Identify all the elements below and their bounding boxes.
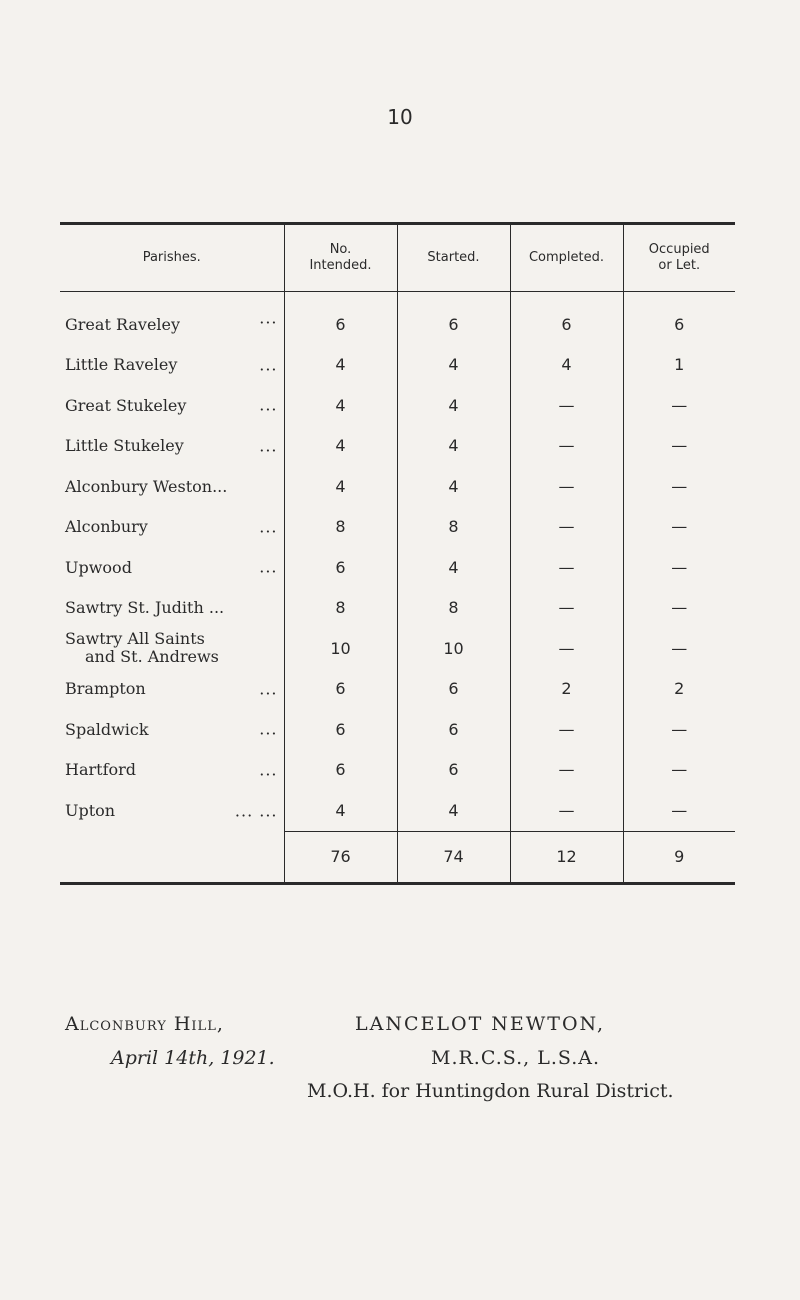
totals-label-cell: [60, 831, 284, 883]
table-row: [60, 628, 735, 669]
occupied-cell: —: [623, 507, 735, 548]
table-row: [60, 790, 735, 831]
intended-cell: 8: [284, 507, 397, 548]
table-row: [60, 709, 735, 750]
occupied-cell: 1: [623, 345, 735, 386]
occupied-cell: —: [623, 426, 735, 467]
intended-cell: 10: [284, 628, 397, 669]
table-row: [60, 292, 735, 345]
table-row: [60, 466, 735, 507]
completed-cell: —: [510, 466, 623, 507]
parish-cell: Great Raveley ...: [65, 308, 278, 334]
table-row: [60, 426, 735, 467]
completed-cell: —: [510, 750, 623, 791]
total-intended: 76: [284, 831, 397, 883]
table-row: [60, 669, 735, 710]
occupied-cell: —: [623, 588, 735, 629]
intended-cell: 4: [284, 426, 397, 467]
completed-cell: —: [510, 790, 623, 831]
signatory-title: M.O.H. for Huntingdon Rural District.: [307, 1080, 674, 1102]
started-cell: 6: [397, 750, 510, 791]
occupied-cell: 2: [623, 669, 735, 710]
occupied-cell: —: [623, 750, 735, 791]
table-row: [60, 588, 735, 629]
intended-cell: 8: [284, 588, 397, 629]
parish-cell: Brampton ...: [65, 679, 278, 699]
completed-cell: —: [510, 709, 623, 750]
occupied-cell: —: [623, 628, 735, 669]
place-line: Alconbury Hill,: [65, 1013, 224, 1035]
occupied-cell: —: [623, 466, 735, 507]
completed-cell: —: [510, 385, 623, 426]
parish-cell: Sawtry All Saints and St. Andrews: [60, 628, 284, 669]
occupied-cell: 6: [623, 292, 735, 345]
started-cell: 6: [397, 709, 510, 750]
parish-cell: Upwood ...: [65, 557, 278, 577]
date-line: April 14th, 1921.: [111, 1047, 275, 1069]
intended-cell: 6: [284, 750, 397, 791]
started-cell: 6: [397, 669, 510, 710]
completed-cell: 6: [510, 292, 623, 345]
parish-cell: Spaldwick ...: [65, 719, 278, 739]
table-row: [60, 547, 735, 588]
started-cell: 4: [397, 547, 510, 588]
completed-cell: 2: [510, 669, 623, 710]
table-row: [60, 385, 735, 426]
totals-row: [60, 831, 735, 883]
parish-cell: Little Stukeley ...: [65, 436, 278, 456]
header-started: Started.: [397, 224, 510, 292]
completed-cell: —: [510, 547, 623, 588]
parish-cell: Great Stukeley ...: [65, 395, 278, 415]
started-cell: 10: [397, 628, 510, 669]
total-completed: 12: [510, 831, 623, 883]
started-cell: 4: [397, 426, 510, 467]
total-occupied: 9: [623, 831, 735, 883]
occupied-cell: —: [623, 790, 735, 831]
intended-cell: 6: [284, 709, 397, 750]
started-cell: 4: [397, 345, 510, 386]
started-cell: 4: [397, 790, 510, 831]
started-cell: 8: [397, 588, 510, 629]
intended-cell: 4: [284, 466, 397, 507]
intended-cell: 6: [284, 669, 397, 710]
housing-table-container: [60, 222, 735, 885]
started-cell: 8: [397, 507, 510, 548]
intended-cell: 4: [284, 385, 397, 426]
parish-cell: Alconbury ...: [65, 517, 278, 537]
header-occupied: Occupied or Let.: [623, 224, 735, 292]
completed-cell: 4: [510, 345, 623, 386]
table-row: [60, 345, 735, 386]
page-number: 10: [387, 105, 413, 129]
parish-cell: Hartford ...: [65, 760, 278, 780]
intended-cell: 6: [284, 547, 397, 588]
completed-cell: —: [510, 588, 623, 629]
signatory-name: LANCELOT NEWTON,: [355, 1013, 605, 1035]
parish-cell: Upton ... ...: [65, 801, 278, 820]
parish-cell: Alconbury Weston...: [65, 476, 228, 496]
completed-cell: —: [510, 628, 623, 669]
occupied-cell: —: [623, 547, 735, 588]
header-intended: No. Intended.: [284, 224, 397, 292]
table-row: [60, 507, 735, 548]
table-row: [60, 750, 735, 791]
occupied-cell: —: [623, 385, 735, 426]
intended-cell: 4: [284, 345, 397, 386]
signatory-qualifications: M.R.C.S., L.S.A.: [431, 1047, 600, 1069]
completed-cell: —: [510, 426, 623, 467]
parish-cell: Little Raveley ...: [65, 355, 278, 375]
header-completed: Completed.: [510, 224, 623, 292]
housing-table: [60, 222, 735, 885]
parish-cell: Sawtry St. Judith ...: [65, 598, 225, 618]
total-started: 74: [397, 831, 510, 883]
started-cell: 4: [397, 385, 510, 426]
intended-cell: 6: [284, 292, 397, 345]
started-cell: 4: [397, 466, 510, 507]
intended-cell: 4: [284, 790, 397, 831]
started-cell: 6: [397, 292, 510, 345]
header-parishes: Parishes.: [60, 224, 284, 292]
completed-cell: —: [510, 507, 623, 548]
occupied-cell: —: [623, 709, 735, 750]
header-row: [60, 224, 735, 292]
